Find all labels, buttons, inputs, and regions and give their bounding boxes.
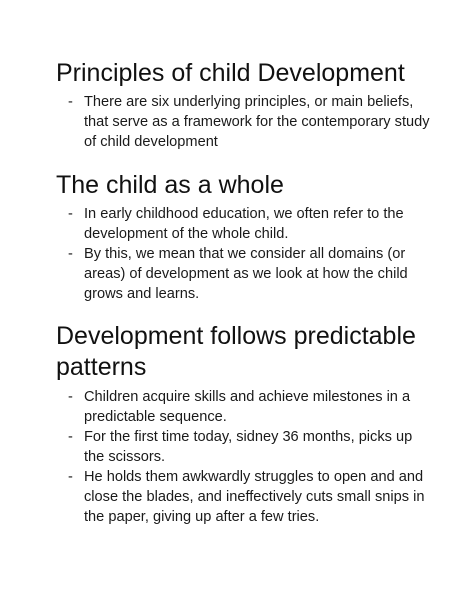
- bullet-list: [56, 204, 436, 304]
- list-item: [56, 427, 436, 467]
- list-item-text: Children acquire skills and achieve milestones in a predictable sequence.: [84, 389, 411, 425]
- section-heading: Principles of child Development: [56, 59, 405, 87]
- list-item: [56, 204, 436, 244]
- section-principles: [56, 58, 436, 152]
- list-item-text: By this, we mean that we consider all domains (or areas) of development as we look at how the child grows and learns.: [84, 246, 408, 302]
- section-child-as-whole: [56, 170, 436, 304]
- list-item-text: There are six underlying principles, or main beliefs, that serve as a framework for the contemporary study of child development: [84, 94, 430, 150]
- list-item-text: For the first time today, sidney 36 months, picks up the scissors.: [84, 429, 413, 465]
- bullet-list: [56, 387, 436, 527]
- list-item: [56, 387, 436, 427]
- bullet-dash: -: [68, 246, 73, 262]
- list-item: [56, 244, 436, 304]
- bullet-dash: -: [68, 469, 73, 485]
- bullet-list: [56, 92, 436, 152]
- section-heading: The child as a whole: [56, 171, 284, 199]
- list-item: [56, 467, 436, 527]
- section-heading: Development follows predictable patterns: [56, 322, 416, 381]
- section-predictable-patterns: [56, 321, 436, 527]
- bullet-dash: -: [68, 94, 73, 110]
- list-item-text: He holds them awkwardly struggles to open and and close the blades, and ineffectively cuts small snips in the paper, giving up after a few tries.: [84, 469, 425, 525]
- list-item-text: In early childhood education, we often refer to the development of the whole child.: [84, 206, 404, 242]
- bullet-dash: -: [68, 389, 73, 405]
- bullet-dash: -: [68, 429, 73, 445]
- bullet-dash: -: [68, 206, 73, 222]
- list-item: [56, 92, 436, 152]
